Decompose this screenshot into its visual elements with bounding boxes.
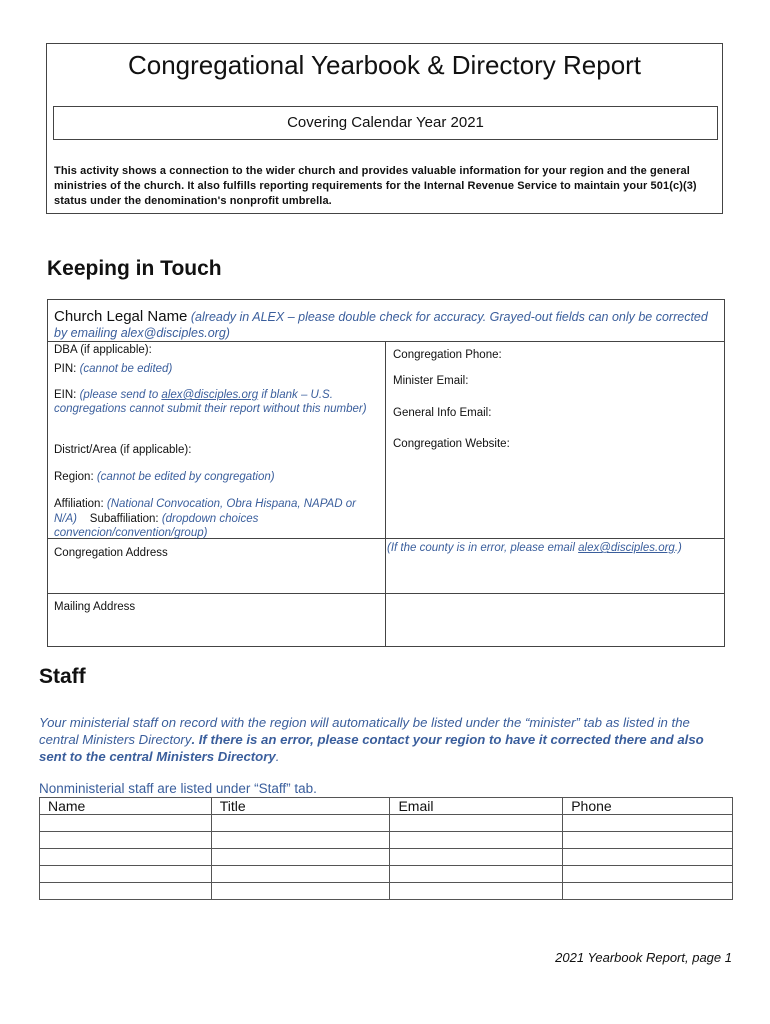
minister-email-field[interactable]: Minister Email: <box>393 375 469 387</box>
table-cell[interactable] <box>40 883 212 900</box>
staff-paragraph-text: Your ministerial staff on record with the region will automatically be listed under the “minister” tab as listed in the central Ministers Directory <box>39 715 690 747</box>
table-cell[interactable] <box>563 832 733 849</box>
column-header-phone: Phone <box>563 798 733 815</box>
affiliation-field[interactable] <box>54 497 382 541</box>
staff-heading: Staff <box>39 665 86 688</box>
ein-note-cont: if blank – U.S. congregations cannot submit their report without this number) <box>54 389 367 415</box>
column-header-name: Name <box>40 798 212 815</box>
table-header-row <box>40 798 733 815</box>
table-cell[interactable] <box>390 849 563 866</box>
page-footer: 2021 Yearbook Report, page 1 <box>555 950 732 965</box>
staff-paragraph-bold: . If there is an error, please contact your region to have it corrected there and also sent to the central Ministers Directory <box>39 732 704 764</box>
district-field[interactable]: District/Area (if applicable): <box>54 444 192 456</box>
staff-paragraph-end: . <box>275 749 280 764</box>
mailing-address-field[interactable]: Mailing Address <box>54 601 136 613</box>
ein-label: EIN: <box>54 389 77 401</box>
county-note-text: (If the county is in error, please email <box>387 542 575 554</box>
county-note-end: .) <box>674 542 682 554</box>
column-header-email: Email <box>390 798 563 815</box>
table-cell[interactable] <box>40 849 212 866</box>
table-row <box>40 883 733 900</box>
table-cell[interactable] <box>563 815 733 832</box>
calendar-year-box: Covering Calendar Year 2021 <box>53 106 718 140</box>
church-legal-name-label: Church Legal Name <box>54 308 188 325</box>
ein-field[interactable] <box>54 388 379 416</box>
keeping-in-touch-heading: Keeping in Touch <box>47 257 222 280</box>
table-row <box>40 849 733 866</box>
table-cell[interactable] <box>211 815 390 832</box>
table-cell[interactable] <box>40 866 212 883</box>
ein-email-link[interactable]: alex@disciples.org <box>161 389 259 401</box>
affiliation-note: (National Convocation, Obra Hispana, NAPAD or N/A) <box>54 498 356 525</box>
general-info-email-field[interactable]: General Info Email: <box>393 407 492 419</box>
column-divider <box>385 341 386 646</box>
table-row <box>40 815 733 832</box>
county-email-link[interactable]: alex@disciples.org <box>578 542 675 554</box>
nonministerial-note: Nonministerial staff are listed under “Staff” tab. <box>39 781 317 796</box>
table-cell[interactable] <box>563 866 733 883</box>
church-info-box <box>47 299 725 647</box>
document-title: Congregational Yearbook & Directory Report <box>127 50 642 80</box>
table-cell[interactable] <box>390 883 563 900</box>
county-note <box>387 541 682 555</box>
table-cell[interactable] <box>211 866 390 883</box>
table-cell[interactable] <box>563 849 733 866</box>
table-cell[interactable] <box>390 866 563 883</box>
table-row <box>40 832 733 849</box>
church-legal-name-note: (already in ALEX – please double check for accuracy. Grayed-out fields can only be corrected by emailing alex@disciples.org) <box>54 310 708 340</box>
table-cell[interactable] <box>211 849 390 866</box>
report-header-box <box>46 43 723 214</box>
affiliation-label: Affiliation: <box>54 498 104 510</box>
ein-note: (please send to <box>79 389 159 401</box>
table-cell[interactable] <box>211 883 390 900</box>
congregation-phone-field[interactable]: Congregation Phone: <box>393 349 502 361</box>
region-label: Region: <box>54 471 94 483</box>
divider <box>48 341 724 342</box>
subaffiliation-label: Subaffiliation: <box>89 512 159 525</box>
table-cell[interactable] <box>390 815 563 832</box>
column-header-title: Title <box>211 798 390 815</box>
table-row <box>40 866 733 883</box>
staff-table <box>39 797 733 900</box>
table-cell[interactable] <box>40 815 212 832</box>
intro-paragraph: This activity shows a connection to the wider church and provides valuable information for your region and the general ministries of the church. It also fulfills reporting requirements for the Internal Revenue Service to maintain your 501(c)(3) status under the denomination's nonprofit umbrella. <box>54 165 697 207</box>
staff-paragraph <box>39 714 729 765</box>
subaffiliation-note: (dropdown choices convencion/convention/group) <box>54 512 259 539</box>
region-note: (cannot be edited by congregation) <box>96 471 275 483</box>
table-cell[interactable] <box>211 832 390 849</box>
table-cell[interactable] <box>390 832 563 849</box>
congregation-address-field[interactable]: Congregation Address <box>54 547 168 559</box>
table-cell[interactable] <box>563 883 733 900</box>
divider <box>48 593 724 594</box>
pin-label: PIN: <box>54 363 77 375</box>
congregation-website-field[interactable]: Congregation Website: <box>393 438 510 450</box>
pin-note: (cannot be edited) <box>79 363 173 375</box>
pin-field[interactable] <box>54 362 172 376</box>
dba-field[interactable]: DBA (if applicable): <box>54 344 152 356</box>
table-cell[interactable] <box>40 832 212 849</box>
region-field[interactable] <box>54 470 275 484</box>
church-legal-name-row[interactable] <box>54 309 714 341</box>
